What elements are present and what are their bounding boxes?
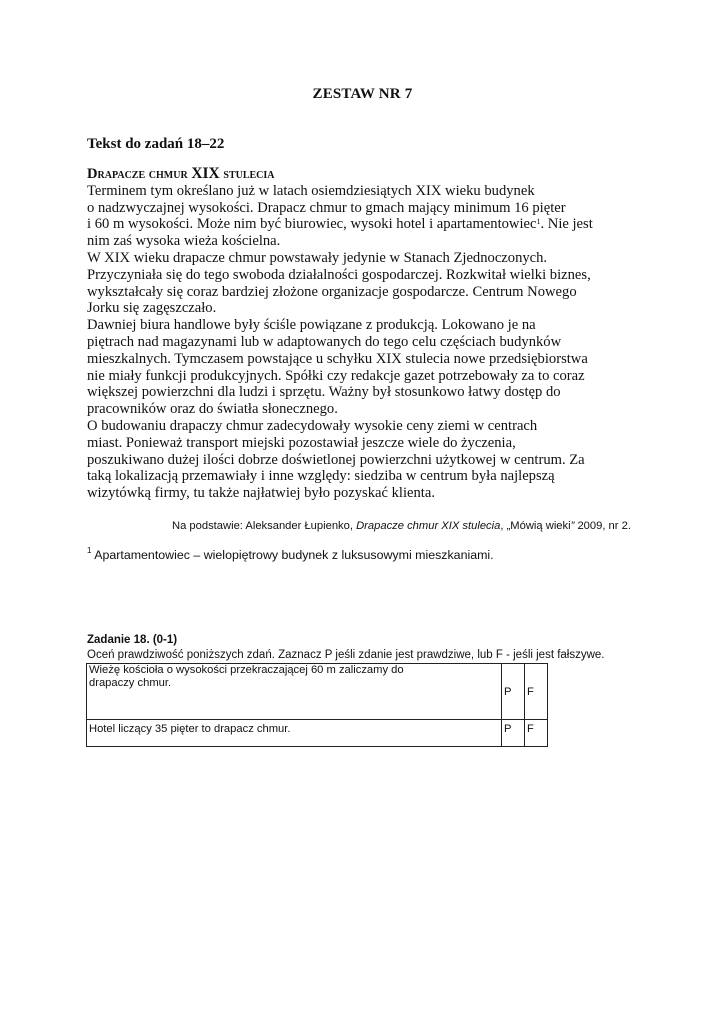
article-line: O budowaniu drapaczy chmur zadecydowały wysokie ceny ziemi w centrach xyxy=(87,417,538,434)
section-heading: Tekst do zadań 18–22 xyxy=(87,136,225,152)
article-line: Jorku się zagęszczało. xyxy=(87,300,217,317)
article-line: mieszkalnych. Tymczasem powstające u schyłku XIX stulecia nowe przedsiębiorstwa xyxy=(87,350,588,367)
statement-text: Wieżę kościoła o wysokości przekraczającej 60 m zaliczamy do xyxy=(89,664,404,676)
article-line: Terminem tym określano już w latach osiemdziesiątych XIX wieku budynek xyxy=(87,182,535,199)
task-heading: Zadanie 18. (0-1) xyxy=(87,634,178,646)
source-title: Drapacze chmur XIX stulecia xyxy=(356,520,501,532)
table-row xyxy=(87,720,548,747)
article-line: poszukiwano dużej ilości dobrze doświetlonej powierzchni użytkowej w centrum. Za xyxy=(87,451,585,468)
source-suffix: 2009, nr 2. xyxy=(574,520,631,532)
article-line: Przyczyniała się do tego swoboda działalności gospodarczej. Rozkwitał wielki biznes, xyxy=(87,266,591,283)
article-text: i 60 m wysokości. Może nim być biurowiec, wysoki hotel i apartamentowiec xyxy=(87,216,537,233)
article-line: większej powierzchni dla ludzi i sprzętu. Ważny był stosunkowo łatwy dostęp do xyxy=(87,384,561,401)
true-option[interactable]: P xyxy=(502,720,525,747)
article-line: piętrach nad magazynami lub w adaptowanych do tego celu częściach budynków xyxy=(87,333,562,350)
statement-cell xyxy=(87,664,502,720)
article-line: wykształcały się coraz bardziej złożone organizacje gospodarcze. Centrum Nowego xyxy=(87,283,577,300)
article-line: nie miały funkcji produkcyjnych. Spółki czy redakcje gazet potrzebowały za to coraz xyxy=(87,367,585,384)
article-line: Dawniej biura handlowe były ściśle powiązane z produkcją. Lokowano je na xyxy=(87,317,536,334)
article-text: . Nie jest xyxy=(540,216,593,233)
source-quote-close: ” xyxy=(570,520,575,532)
article-line: pracowników oraz do światła słonecznego. xyxy=(87,401,338,418)
footnote-mark: 1 xyxy=(87,546,92,555)
article-title-part: Drapacze chmur xyxy=(87,166,192,182)
source-citation xyxy=(172,520,631,532)
article-line: o nadzwyczajnej wysokości. Drapacz chmur to gmach mający minimum 16 pięter xyxy=(87,199,566,216)
true-option[interactable]: P xyxy=(502,664,525,720)
article-title-part: XIX xyxy=(191,165,220,182)
article-line: nim zaś wysoka wieża kościelna. xyxy=(87,233,281,250)
article-title-part: stulecia xyxy=(219,166,275,182)
article-line: wizytówką firmy, tu także najłatwiej było pozyskać klienta. xyxy=(87,485,435,502)
article-line: miast. Ponieważ transport miejski pozostawiał jeszcze wiele do życzenia, xyxy=(87,434,516,451)
table-row xyxy=(87,664,548,720)
true-false-table xyxy=(86,663,548,747)
source-prefix: Na podstawie: Aleksander Łupienko, xyxy=(172,520,357,532)
page-title: ZESTAW NR 7 xyxy=(312,86,413,102)
footnote xyxy=(87,548,494,562)
article-line xyxy=(87,216,607,233)
task-instruction: Oceń prawdziwość poniższych zdań. Zaznacz P jeśli zdanie jest prawdziwe, lub F - jeśli jest fałszywe. xyxy=(87,649,605,661)
article xyxy=(87,166,607,502)
article-title xyxy=(87,166,607,183)
article-line: taką lokalizacją przemawiały i inne względy: siedziba w centrum była najlepszą xyxy=(87,468,555,485)
footnote-reference[interactable]: 1 xyxy=(536,217,541,227)
source-journal: , „Mówią wieki xyxy=(500,520,571,532)
false-option[interactable]: F xyxy=(525,664,548,720)
false-option[interactable]: F xyxy=(525,720,548,747)
footnote-text: Apartamentowiec – wielopiętrowy budynek z luksusowymi mieszkaniami. xyxy=(91,548,494,562)
statement-text: drapaczy chmur. xyxy=(89,677,172,689)
statement-cell: Hotel liczący 35 pięter to drapacz chmur. xyxy=(87,720,502,747)
article-line: W XIX wieku drapacze chmur powstawały jedynie w Stanach Zjednoczonych. xyxy=(87,249,548,266)
